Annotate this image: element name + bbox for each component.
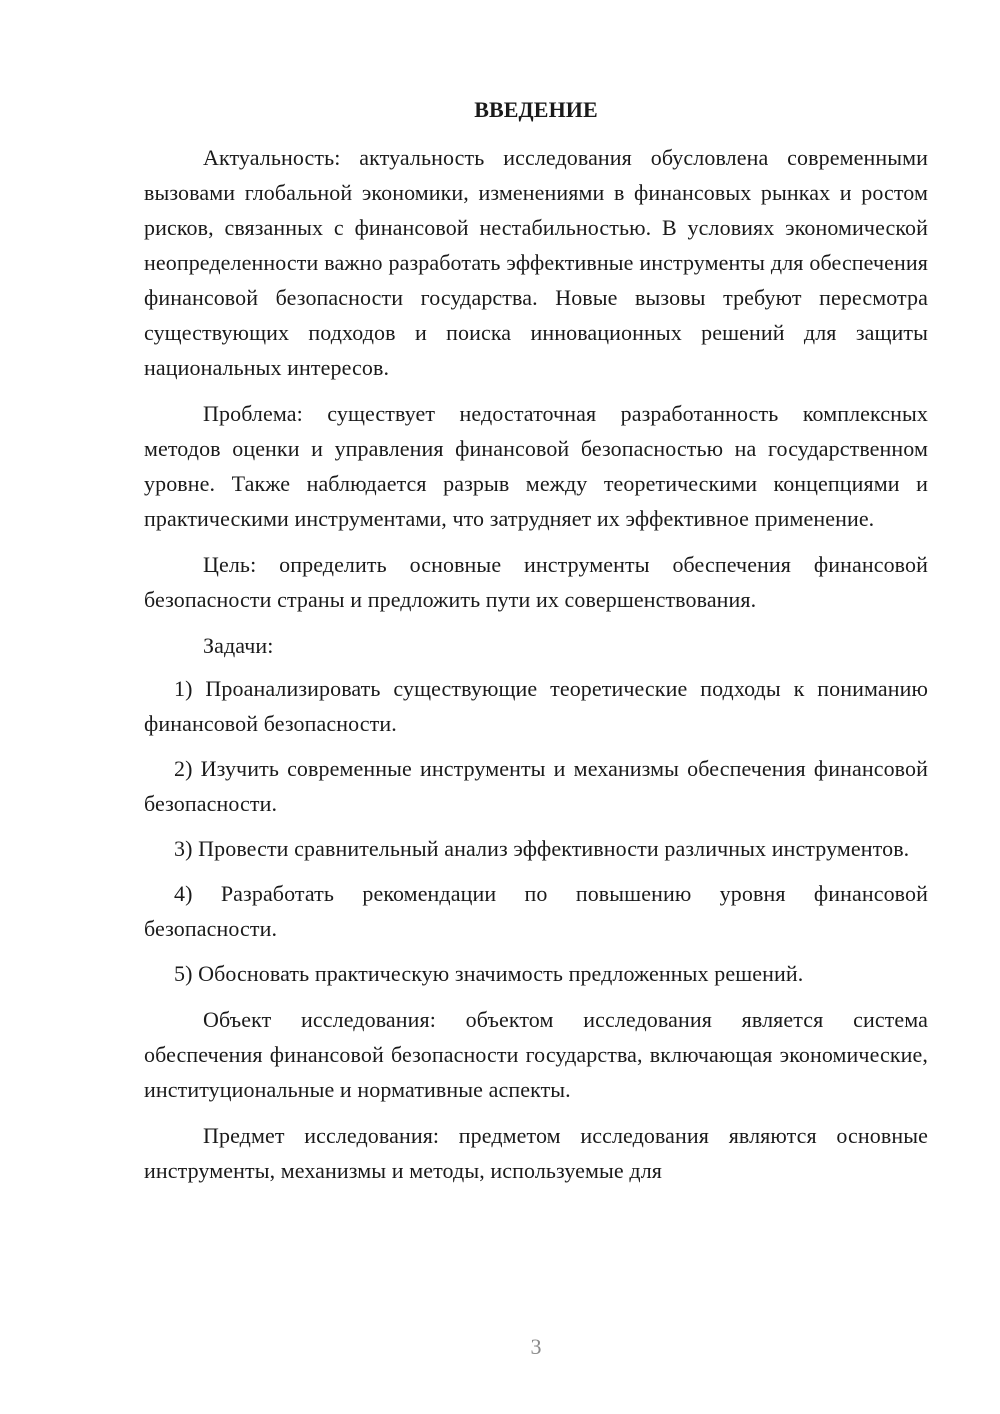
task-item-1: 1) Проанализировать существующие теоретические подходы к пониманию финансовой безопасности.: [144, 676, 928, 736]
tasks-heading: Задачи:: [203, 633, 274, 658]
task-item-5: 5) Обосновать практическую значимость предложенных решений.: [174, 961, 804, 986]
paragraph-goal: Цель: определить основные инструменты обеспечения финансовой безопасности страны и предложить пути их совершенствования.: [144, 552, 928, 612]
section-title: ВВЕДЕНИЕ: [474, 97, 598, 122]
paragraph-relevance: Актуальность: актуальность исследования обусловлена современными вызовами глобальной экономики, изменениями в финансовых рынках и ростом рисков, связанных с финансовой нестабильностью. В условиях экономической неопределенности важно разработать эффективные инструменты для обеспечения финансовой безопасности государства. Новые вызовы требуют пересмотра существующих подходов и поиска инновационных решений для защиты национальных интересов.: [144, 145, 928, 380]
page-number: 3: [530, 1334, 542, 1359]
paragraph-subject: Предмет исследования: предметом исследования являются основные инструменты, механизмы и методы, используемые для: [144, 1123, 928, 1183]
paragraph-object: Объект исследования: объектом исследования является система обеспечения финансовой безопасности государства, включающая экономические, институциональные и нормативные аспекты.: [144, 1007, 928, 1102]
task-item-2: 2) Изучить современные инструменты и механизмы обеспечения финансовой безопасности.: [144, 756, 928, 816]
task-item-4: 4) Разработать рекомендации по повышению уровня финансовой безопасности.: [144, 881, 928, 941]
task-item-3: 3) Провести сравнительный анализ эффективности различных инструментов.: [174, 836, 910, 861]
page-content: [144, 92, 928, 1199]
paragraph-problem: Проблема: существует недостаточная разработанность комплексных методов оценки и управления финансовой безопасностью на государственном уровне. Также наблюдается разрыв между теоретическими концепциями и практическими инструментами, что затрудняет их эффективное применение.: [144, 401, 928, 531]
